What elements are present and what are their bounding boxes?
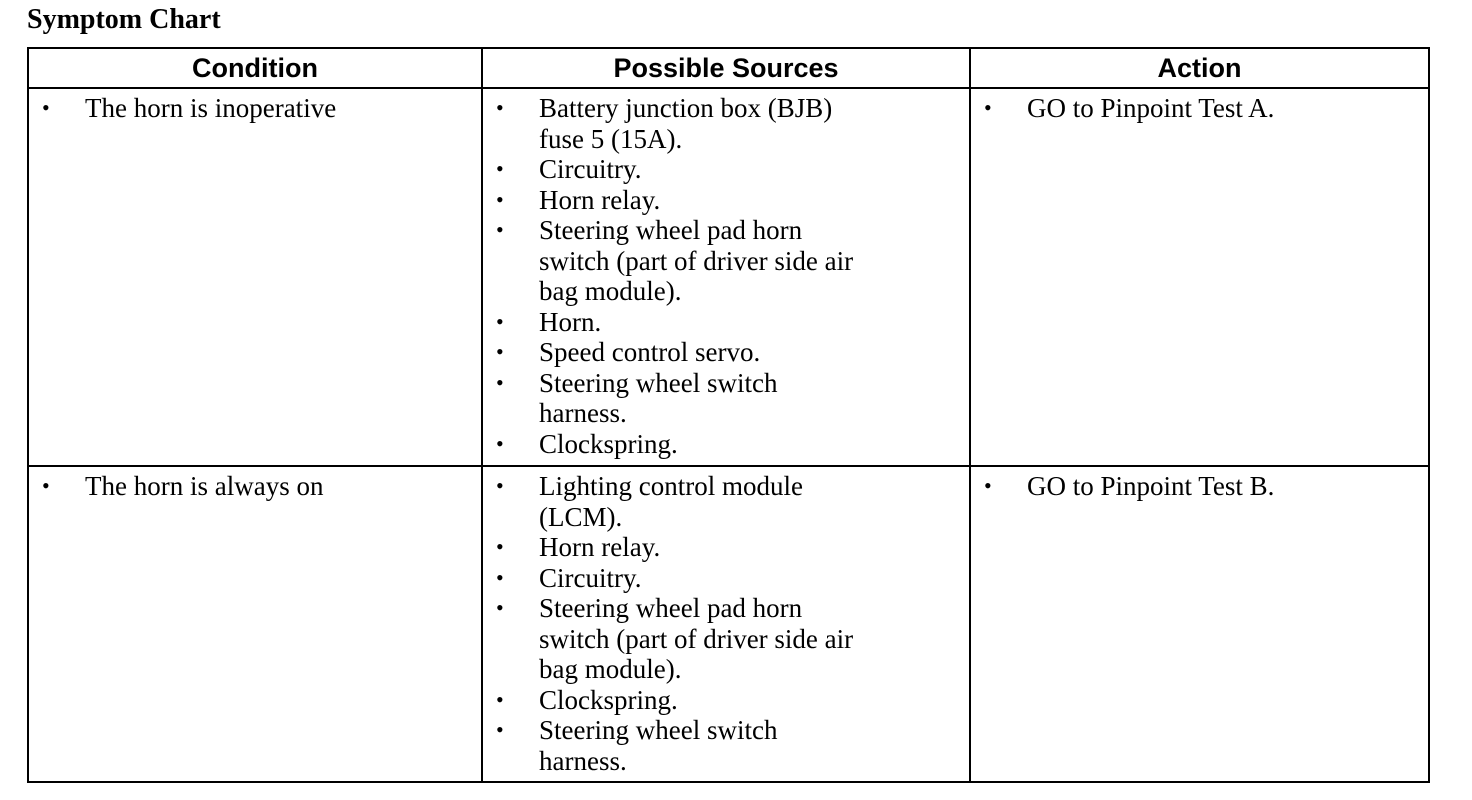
bullet-icon: • (496, 339, 504, 364)
bullet-icon: • (984, 473, 992, 498)
bullet-icon: • (496, 217, 504, 242)
source-text-cont: fuse 5 (15A). (539, 123, 683, 154)
list-item (483, 429, 969, 460)
bullet-icon: • (496, 564, 504, 590)
action-text: GO to Pinpoint Test A. (1027, 93, 1275, 123)
list-item (483, 532, 969, 563)
sources-cell (482, 466, 970, 782)
bullet-icon: • (496, 595, 504, 620)
list-item (483, 563, 969, 594)
bullet-icon: • (496, 95, 504, 120)
bullet-icon: • (42, 95, 50, 120)
list-item: • Steering wheel switch harness. (496, 715, 778, 776)
list-item: • Steering wheel pad horn switch (part of driver side air bag module). (496, 593, 854, 684)
condition-cell (28, 466, 482, 782)
bullet-icon: • (496, 686, 504, 712)
table-row (28, 466, 1429, 782)
condition-text: The horn is inoperative (85, 93, 337, 123)
source-text: Clockspring. (539, 684, 678, 715)
header-condition: Condition (28, 48, 482, 88)
list-item (971, 471, 1428, 502)
bullet-icon: • (496, 717, 504, 742)
header-action: Action (970, 48, 1429, 88)
header-row (28, 48, 1429, 88)
source-text: Speed control servo. (539, 337, 761, 367)
source-text: Horn relay. (539, 532, 661, 562)
sources-cell (482, 88, 970, 466)
bullet-icon: • (496, 534, 504, 559)
table-row (28, 88, 1429, 466)
list-item (483, 154, 969, 185)
list-item (29, 93, 481, 124)
source-text: Horn. (539, 306, 602, 337)
list-item (971, 93, 1428, 124)
action-cell (970, 88, 1429, 466)
condition-cell (28, 88, 482, 466)
list-item: • Steering wheel pad horn switch (part of driver side air bag module). (496, 215, 854, 306)
symptom-table (27, 47, 1430, 783)
list-item (483, 337, 969, 368)
list-item (483, 307, 969, 338)
bullet-icon: • (496, 156, 504, 181)
action-cell (970, 466, 1429, 782)
list-item: • Battery junction box (BJB) fuse 5 (15A). (496, 93, 833, 154)
bullet-icon: • (42, 473, 50, 498)
action-text: GO to Pinpoint Test B. (1027, 471, 1275, 501)
source-text: Circuitry. (539, 562, 642, 593)
bullet-icon: • (496, 186, 504, 212)
bullet-icon: • (496, 430, 504, 456)
list-item: • Lighting control module (LCM). (496, 471, 803, 532)
list-item (29, 471, 481, 502)
header-possible-sources: Possible Sources (482, 48, 970, 88)
source-text: Horn relay. (539, 184, 661, 215)
source-text: Clockspring. (539, 428, 678, 459)
condition-text: The horn is always on (85, 471, 324, 501)
list-item: • Steering wheel switch harness. (496, 367, 778, 428)
bullet-icon: • (496, 473, 504, 498)
source-text: Circuitry. (539, 154, 642, 184)
page-title: Symptom Chart (27, 4, 221, 35)
bullet-icon: • (984, 95, 992, 120)
bullet-icon: • (496, 369, 504, 395)
list-item (483, 185, 969, 216)
list-item (483, 685, 969, 716)
bullet-icon: • (496, 308, 504, 334)
